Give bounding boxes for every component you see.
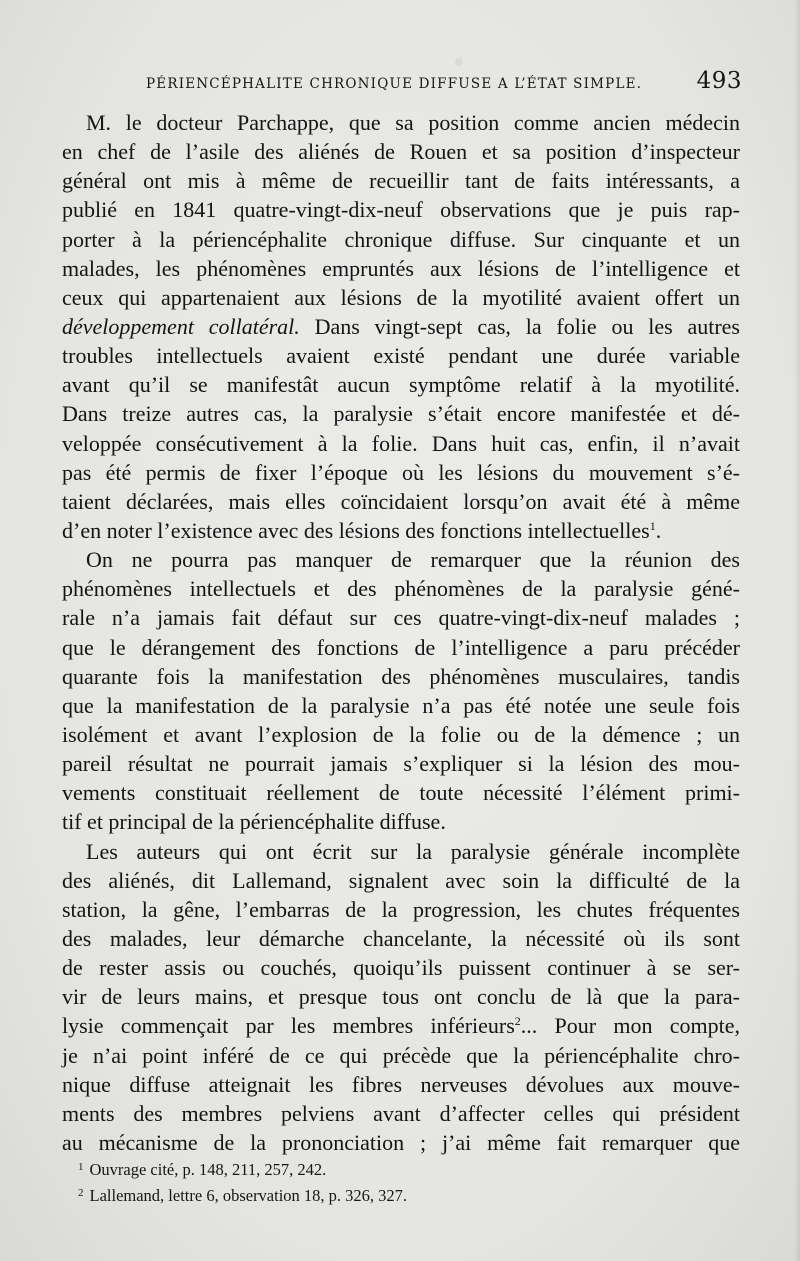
- text-line: veloppée consécutivement à la folie. Dans huit cas, enfin, il n’avait: [62, 430, 740, 456]
- text-line: de rester assis ou couchés, quoiqu’ils puissent continuer à se ser-: [62, 955, 740, 981]
- text-line: tif et principal de la périencéphalite diffuse.: [62, 809, 446, 835]
- text-line: en chef de l’asile des aliénés de Rouen et sa position d’inspecteur: [62, 139, 740, 165]
- text-line: quarante fois la manifestation des phénomènes musculaires, tandis: [62, 663, 740, 689]
- text-fragment: d’en noter l’existence avec des lésions des fonctions intellectuelles: [62, 517, 650, 543]
- text-line: au mécanisme de la prononciation ; j’ai même fait remarquer que: [62, 1129, 740, 1155]
- footnote-text: Ouvrage cité, p. 148, 211, 257, 242.: [89, 1160, 327, 1179]
- text-line: isolément et avant l’explosion de la folie ou de la démence ; un: [62, 721, 740, 747]
- text-line: que la manifestation de la paralysie n’a pas été notée une seule fois: [62, 692, 740, 718]
- text-line: ceux qui appartenaient aux lésions de la myotilité avaient offert un: [62, 284, 740, 310]
- text-line: taient déclarées, mais elles coïncidaient lorsqu’on avait été à même: [62, 488, 740, 514]
- body-text: [62, 108, 740, 1157]
- text-line: vir de leurs mains, et presque tous ont conclu de là que la para-: [62, 984, 740, 1010]
- running-header: [62, 68, 742, 98]
- text-line: des aliénés, dit Lallemand, signalent avec soin la difficulté de la: [62, 867, 740, 893]
- text-line: troubles intellectuels avaient existé pendant une durée variable: [62, 343, 740, 369]
- footnote-reference: 1: [649, 518, 656, 533]
- paper-stain: [455, 58, 463, 66]
- footnote-mark: 1: [78, 1161, 84, 1173]
- text-line: [62, 312, 740, 341]
- text-line: général ont mis à même de recueillir tant de faits intéressants, a: [62, 168, 740, 194]
- text-line: [62, 516, 740, 545]
- text-line: Dans treize autres cas, la paralysie s’était encore manifestée et dé-: [62, 401, 740, 427]
- running-title: PÉRIENCÉPHALITE CHRONIQUE DIFFUSE A L’ÉTAT SIMPLE.: [146, 76, 643, 92]
- text-line: pas été permis de fixer l’époque où les lésions du mouvement s’é-: [62, 459, 740, 485]
- footnote-mark: 2: [78, 1187, 84, 1199]
- text-line: ments des membres pelviens avant d’affecter celles qui président: [62, 1100, 740, 1126]
- footnotes: [78, 1154, 678, 1206]
- text-line: avant qu’il se manifestât aucun symptôme relatif à la myotilité.: [62, 372, 740, 398]
- text-line: On ne pourra pas manquer de remarquer que la réunion des: [86, 547, 740, 573]
- italic-phrase: développement collatéral.: [62, 313, 300, 339]
- footnote-reference: 2: [514, 1014, 521, 1029]
- text-line: M. le docteur Parchappe, que sa position comme ancien médecin: [86, 110, 740, 135]
- footnote: [78, 1180, 678, 1206]
- text-line: nique diffuse atteignait les fibres nerveuses dévolues aux mouve-: [62, 1071, 740, 1097]
- text-line: que le dérangement des fonctions de l’intelligence a paru précéder: [62, 634, 740, 660]
- text-line: je n’ai point inféré de ce qui précède que la périencéphalite chro-: [62, 1042, 740, 1068]
- text-line: publié en 1841 quatre-vingt-dix-neuf observations que je puis rap-: [62, 197, 740, 223]
- footnote: [78, 1154, 678, 1180]
- text-line: des malades, leur démarche chancelante, la nécessité où ils sont: [62, 925, 740, 951]
- page-number: 493: [696, 68, 742, 94]
- text-fragment: .: [655, 517, 662, 543]
- footnote-text: Lallemand, lettre 6, observation 18, p. 326, 327.: [89, 1186, 408, 1205]
- text-fragment: ... Pour mon compte,: [520, 1013, 740, 1039]
- text-line: porter à la périencéphalite chronique diffuse. Sur cinquante et un: [62, 226, 740, 252]
- text-line: station, la gêne, l’embarras de la progression, les chutes fréquentes: [62, 896, 740, 922]
- text-line: Les auteurs qui ont écrit sur la paralysie générale incomplète: [86, 838, 740, 864]
- text-line: [62, 1011, 740, 1040]
- text-fragment: Dans vingt-sept cas, la folie ou les autres: [314, 313, 740, 339]
- page-edge-shadow: [794, 0, 800, 1261]
- text-line: phénomènes intellectuels et des phénomènes de la paralysie géné-: [62, 576, 740, 602]
- text-fragment: lysie commençait par les membres inférieurs: [62, 1013, 515, 1039]
- text-line: rale n’a jamais fait défaut sur ces quatre-vingt-dix-neuf malades ;: [62, 605, 740, 631]
- text-line: malades, les phénomènes empruntés aux lésions de l’intelligence et: [62, 255, 740, 281]
- text-line: pareil résultat ne pourrait jamais s’expliquer si la lésion des mou-: [62, 751, 740, 777]
- text-line: vements constituait réellement de toute nécessité l’élément primi-: [62, 780, 740, 806]
